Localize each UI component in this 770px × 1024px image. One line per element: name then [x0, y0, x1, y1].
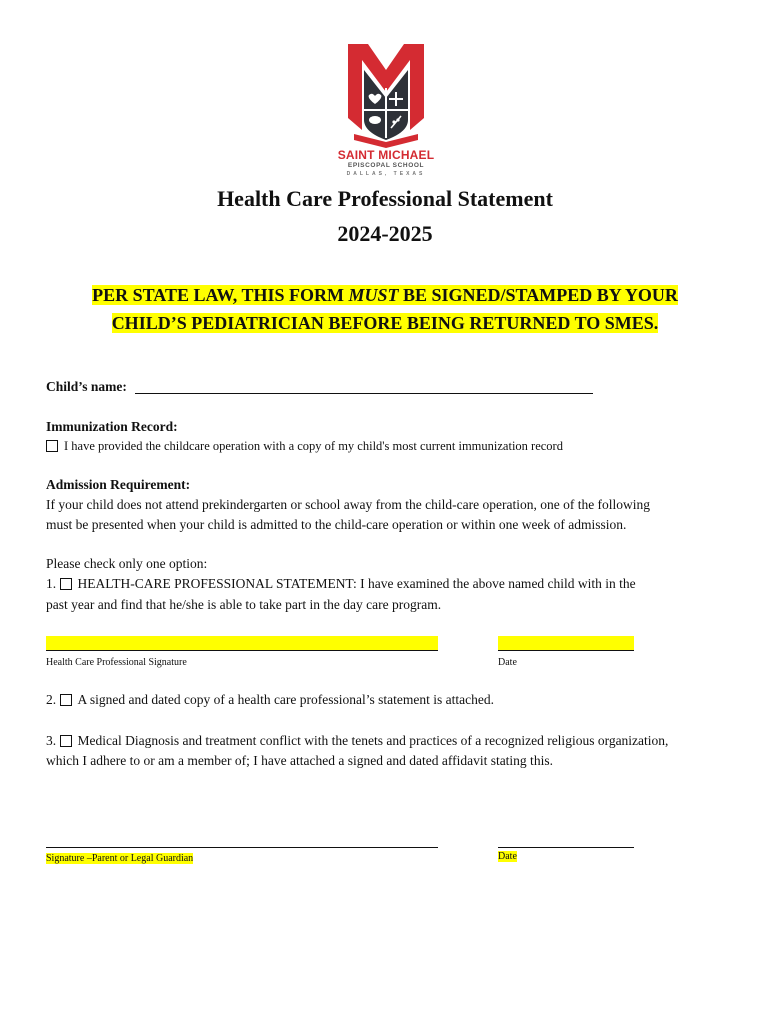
- must-emphasis: MUST: [348, 285, 399, 305]
- hcp-signature-label: Health Care Professional Signature: [46, 657, 187, 668]
- option1-row: 1. HEALTH-CARE PROFESSIONAL STATEMENT: I have examined the above named child with in the: [46, 576, 636, 591]
- state-law-notice-line2: CHILD’S PEDIATRICIAN BEFORE BEING RETURNED TO SMES.: [111, 313, 659, 333]
- immunization-checkbox-label: I have provided the childcare operation with a copy of my child's most current immunization record: [64, 439, 563, 453]
- admission-heading: Admission Requirement:: [46, 477, 191, 492]
- admission-text-line2: must be presented when your child is admitted to the child-care operation or within one week of admission.: [46, 517, 627, 532]
- immunization-heading: Immunization Record:: [46, 419, 178, 434]
- state-law-notice-line1: PER STATE LAW, THIS FORM MUST BE SIGNED/STAMPED BY YOUR: [92, 285, 678, 305]
- hcp-date-field[interactable]: [498, 636, 634, 651]
- option2-checkbox[interactable]: [60, 694, 72, 706]
- logo-school-name: SAINT MICHAEL: [337, 148, 435, 162]
- parent-signature-label: Signature –Parent or Legal Guardian: [46, 853, 194, 864]
- logo-city: DALLAS, TEXAS: [346, 171, 426, 177]
- hcp-date-label: Date: [498, 657, 517, 668]
- immunization-checkbox-row: [46, 439, 563, 454]
- page-title: Health Care Professional Statement: [217, 186, 553, 211]
- child-name-label: Child’s name:: [46, 379, 127, 394]
- option2-row: 2. A signed and dated copy of a health care professional’s statement is attached.: [46, 692, 494, 707]
- parent-signature-field[interactable]: [46, 833, 438, 848]
- option1-checkbox[interactable]: [60, 578, 72, 590]
- logo-school-subtitle: EPISCOPAL SCHOOL: [347, 162, 425, 169]
- school-crest-icon: [344, 40, 428, 148]
- option2-text: A signed and dated copy of a health care professional’s statement is attached.: [77, 692, 494, 707]
- option1-text-line1: HEALTH-CARE PROFESSIONAL STATEMENT: I have examined the above named child with in the: [77, 576, 636, 591]
- school-logo: [332, 40, 440, 188]
- hcp-signature-field[interactable]: [46, 636, 438, 651]
- option3-text-line2: which I adhere to or am a member of; I have attached a signed and dated affidavit stating this.: [46, 753, 553, 768]
- child-name-field[interactable]: [135, 393, 593, 394]
- option3-text-line1: Medical Diagnosis and treatment conflict with the tenets and practices of a recognized religious organization,: [77, 733, 669, 748]
- option1-text-line2: past year and find that he/she is able to take part in the day care program.: [46, 597, 442, 612]
- parent-date-label: Date: [498, 851, 517, 862]
- school-year: 2024-2025: [337, 221, 433, 246]
- option3-checkbox[interactable]: [60, 735, 72, 747]
- option-instruction: Please check only one option:: [46, 556, 208, 571]
- option3-row: 3. Medical Diagnosis and treatment conflict with the tenets and practices of a recognized religious organization,: [46, 733, 669, 748]
- immunization-checkbox[interactable]: [46, 440, 58, 452]
- admission-text-line1: If your child does not attend prekindergarten or school away from the child-care operation, one of the following: [46, 497, 651, 512]
- parent-date-field[interactable]: [498, 833, 634, 848]
